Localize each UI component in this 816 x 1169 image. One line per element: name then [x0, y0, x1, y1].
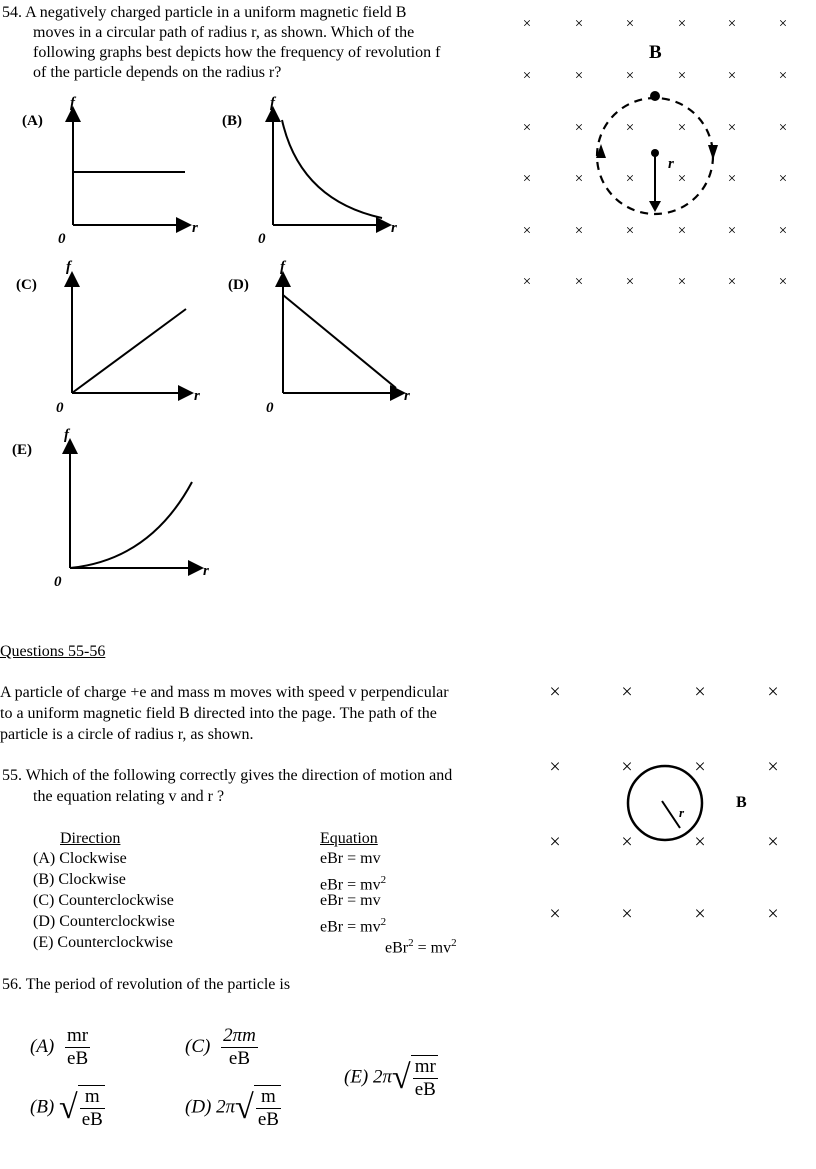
field-x-mark: ×: [574, 171, 584, 187]
field-x-mark: ×: [621, 756, 633, 778]
col-equation-header: Equation: [320, 830, 378, 847]
graph-e-label: (E): [12, 442, 32, 458]
graph-a: [22, 95, 198, 247]
graph-e-curve: [70, 482, 192, 568]
q54-line-2: moves in a circular path of radius r, as shown. Which of the: [33, 24, 415, 41]
field-x-mark: ×: [522, 120, 532, 136]
q56-option-d: (D) 2π√ $\frac{m}{eB}$: [185, 1086, 279, 1130]
graph-a-label: (A): [22, 113, 43, 129]
graph-b: [222, 95, 397, 247]
q54-line-4: of the particle depends on the radius r?: [33, 64, 282, 81]
sqrt-sign: √ $\frac{m}{eB}$: [235, 1086, 279, 1130]
graph-a-r: r: [192, 220, 198, 236]
field-x-mark: ×: [549, 831, 561, 853]
option-d-equation: eBr = $mv^2$: [320, 916, 387, 936]
q55-line-1: 55. Which of the following correctly gives the direction of motion and: [2, 767, 453, 784]
field-x-mark: ×: [677, 171, 687, 187]
q54-graphs: [0, 90, 420, 600]
radius-arrowhead: [649, 201, 661, 212]
field-x-mark: ×: [625, 68, 635, 84]
field-x-mark: ×: [522, 171, 532, 187]
field-x-mark: ×: [778, 223, 788, 239]
intro-line-3: particle is a circle of radius r, as shown.: [0, 726, 254, 743]
option-b-equation: eBr = $mv^2$: [320, 874, 387, 894]
col-direction-header: Direction: [60, 830, 121, 847]
graph-a-f: f: [70, 95, 75, 111]
graph-d-origin: 0: [266, 400, 274, 416]
option-e-direction: (E) Counterclockwise: [33, 934, 173, 951]
field-x-mark: ×: [549, 756, 561, 778]
field-x-mark: ×: [727, 223, 737, 239]
field-x-mark: ×: [625, 223, 635, 239]
field-x-mark: ×: [677, 16, 687, 32]
field-x-mark: ×: [677, 68, 687, 84]
graph-b-label: (B): [222, 113, 242, 129]
q56-option-c: (C) $\frac{2\pi m}{eB}$: [185, 1025, 256, 1069]
field-x-mark: ×: [778, 68, 788, 84]
field-x-mark: ×: [694, 681, 706, 703]
graph-a-origin: 0: [58, 231, 66, 247]
circular-path: [628, 766, 702, 840]
field-label-b: B: [649, 42, 662, 63]
field-x-mark: ×: [694, 831, 706, 853]
intro-line-2: to a uniform magnetic field B directed into the page. The path of the: [0, 705, 437, 722]
option-a-direction: (A) Clockwise: [33, 850, 127, 867]
field-x-mark: ×: [522, 274, 532, 290]
field-x-mark: ×: [621, 681, 633, 703]
graph-e: [12, 427, 209, 590]
group-title: Questions 55-56: [0, 643, 106, 660]
field-x-mark: ×: [522, 68, 532, 84]
field-x-mark: ×: [677, 223, 687, 239]
q55-field-figure: [535, 670, 805, 935]
right-arrow-icon: [708, 145, 718, 160]
field-x-mark: ×: [574, 16, 584, 32]
graph-e-origin: 0: [54, 574, 62, 590]
field-x-mark: ×: [621, 831, 633, 853]
field-x-mark: ×: [522, 223, 532, 239]
field-x-mark: ×: [574, 120, 584, 136]
radius-label: r: [668, 156, 674, 172]
field-label-b-2: B: [736, 794, 747, 811]
field-x-mark: ×: [767, 681, 779, 703]
field-x-mark: ×: [727, 274, 737, 290]
graph-d-f: f: [280, 259, 285, 275]
field-x-mark: ×: [522, 16, 532, 32]
q54-line-1: 54. A negatively charged particle in a uniform magnetic field B: [2, 4, 407, 21]
field-x-mark: ×: [625, 274, 635, 290]
field-x-mark: ×: [574, 68, 584, 84]
option-a-equation: eBr = mv: [320, 850, 381, 867]
graph-c: [16, 259, 200, 416]
field-x-mark: ×: [727, 171, 737, 187]
graph-c-curve: [72, 309, 186, 393]
radius-label-2: r: [679, 805, 685, 820]
field-x-mark: ×: [677, 274, 687, 290]
graph-d-label: (D): [228, 277, 249, 293]
field-x-mark: ×: [574, 274, 584, 290]
field-x-mark: ×: [767, 831, 779, 853]
q54-line-3: following graphs best depicts how the frequency of revolution f: [33, 44, 441, 61]
option-c-direction: (C) Counterclockwise: [33, 892, 174, 909]
intro-line-1: A particle of charge +e and mass m moves with speed v perpendicular: [0, 684, 449, 701]
option-b-direction: (B) Clockwise: [33, 871, 126, 888]
sqrt-sign: √ $\frac{m}{eB}$: [59, 1086, 103, 1130]
graph-d: [228, 259, 410, 416]
field-x-mark: ×: [549, 681, 561, 703]
sqrt-sign: √ $\frac{mr}{eB}$: [392, 1056, 436, 1100]
q55-line-2: the equation relating v and r ?: [33, 788, 225, 805]
field-x-mark: ×: [694, 903, 706, 925]
field-x-mark: ×: [625, 16, 635, 32]
graph-d-r: r: [404, 388, 410, 404]
field-x-mark: ×: [625, 171, 635, 187]
field-x-mark: ×: [767, 903, 779, 925]
field-x-mark: ×: [677, 120, 687, 136]
field-x-mark: ×: [727, 16, 737, 32]
field-x-mark: ×: [625, 120, 635, 136]
graph-c-origin: 0: [56, 400, 64, 416]
particle-dot: [650, 91, 660, 101]
graph-c-label: (C): [16, 277, 37, 293]
field-x-mark: ×: [778, 120, 788, 136]
graph-d-curve: [283, 295, 396, 388]
field-x-mark: ×: [727, 120, 737, 136]
graph-c-r: r: [194, 388, 200, 404]
field-x-mark: ×: [778, 274, 788, 290]
radius-line-2: [662, 801, 680, 828]
field-x-mark: ×: [778, 171, 788, 187]
graph-b-r: r: [391, 220, 397, 236]
graph-b-curve: [282, 120, 382, 218]
field-x-mark: ×: [574, 223, 584, 239]
q56-option-a: (A) $\frac{mr}{eB}$: [30, 1025, 89, 1069]
graph-e-f: f: [64, 427, 69, 443]
field-x-mark: ×: [727, 68, 737, 84]
q54-field-figure: [510, 8, 810, 298]
graph-b-origin: 0: [258, 231, 266, 247]
option-c-equation: eBr = mv: [320, 892, 381, 909]
field-x-mark: ×: [767, 756, 779, 778]
q56-option-e: (E) 2π√ $\frac{mr}{eB}$: [344, 1056, 436, 1100]
field-x-mark: ×: [694, 756, 706, 778]
field-x-mark: ×: [621, 903, 633, 925]
field-x-mark: ×: [549, 903, 561, 925]
graph-c-f: f: [66, 259, 71, 275]
option-d-direction: (D) Counterclockwise: [33, 913, 175, 930]
q56-question: 56. The period of revolution of the particle is: [2, 976, 291, 993]
graph-e-r: r: [203, 563, 209, 579]
field-x-mark: ×: [778, 16, 788, 32]
q56-option-b: (B) √ $\frac{m}{eB}$: [30, 1086, 103, 1130]
option-e-equation: $eBr^2 = mv^2$: [385, 937, 457, 957]
graph-b-f: f: [270, 95, 275, 111]
